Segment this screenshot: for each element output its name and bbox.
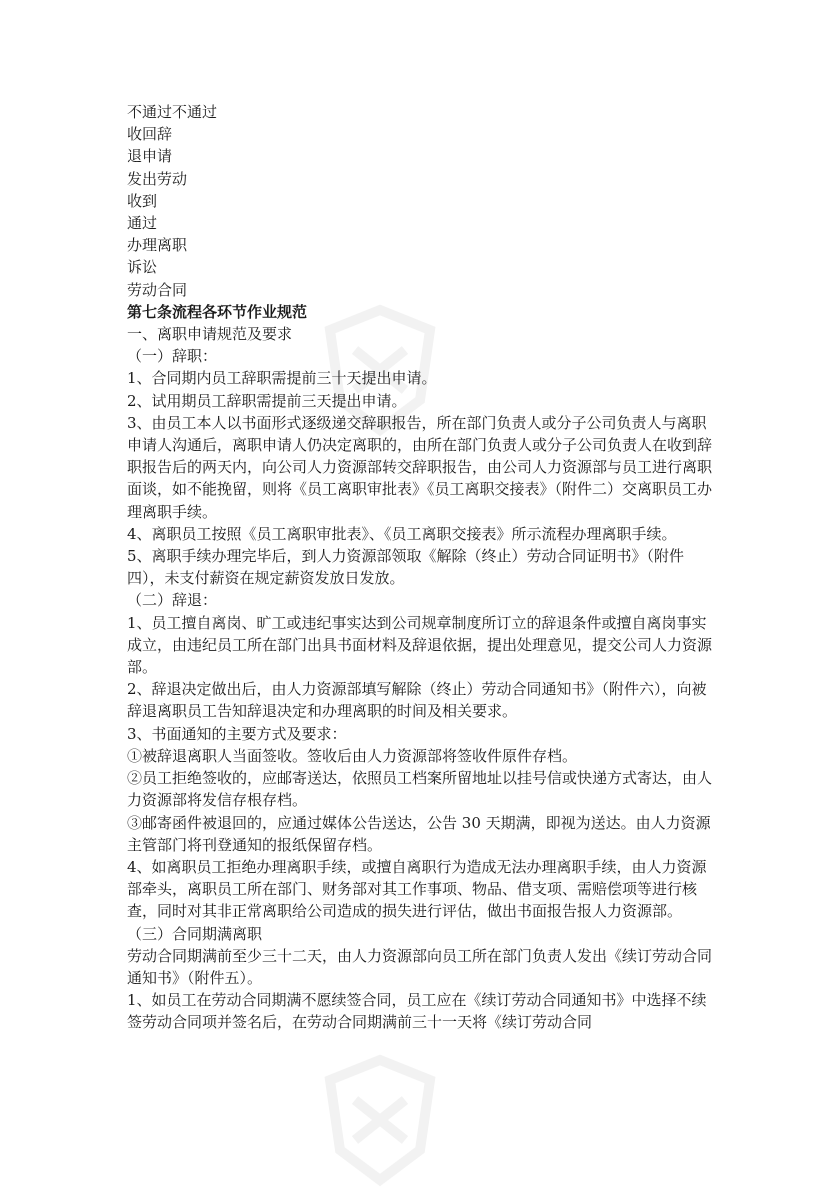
paragraph: 2、试用期员工辞职需提前三天提出申请。: [127, 391, 407, 410]
flow-label: 收到: [127, 191, 158, 210]
flow-label: 通过: [127, 214, 158, 233]
flow-label: 退申请: [127, 147, 173, 166]
document-body: [127, 101, 713, 1034]
subheading: （二）辞退：: [127, 591, 218, 610]
paragraph: 4、离职员工按照《员工离职审批表》、《员工离职交接表》所示流程办理离职手续。: [127, 524, 677, 543]
paragraph: ②员工拒绝签收的，应邮寄送达，依照员工档案所留地址以挂号信或快递方式寄达，由人力资源部将发信存根存档。: [127, 769, 713, 810]
flow-label: 不通过不通过: [127, 103, 218, 121]
heading: 一、离职申请规范及要求: [127, 325, 293, 344]
flow-label: 收回辞: [127, 125, 173, 144]
subheading: （三）合同期满离职: [127, 924, 263, 943]
paragraph: 4、如离职员工拒绝办理离职手续，或擅自离职行为造成无法办理离职手续，由人力资源部牵头，离职员工所在部门、财务部对其工作事项、物品、借支项、需赔偿项等进行核查，同时对其非正常离职给公司造成的损失进行评估，做出书面报告报人力资源部。: [127, 857, 707, 921]
paragraph: ③邮寄函件被退回的，应通过媒体公告送达，公告 30 天期满，即视为送达。由人力资源主管部门将刊登通知的报纸保留存档。: [127, 813, 711, 854]
paragraph: 3、由员工本人以书面形式逐级递交辞职报告，所在部门负责人或分子公司负责人与离职申请人沟通后，离职申请人仍决定离职的，由所在部门负责人或分子公司负责人在收到辞职报告后的两天内，向公司人力资源部转交辞职报告，由公司人力资源部与员工进行离职面谈，如不能挽留，则将《员工离职审批表》《员工离职交接表》（附件二）交离职员工办理离职手续。: [127, 413, 713, 521]
paragraph: 3、书面通知的主要方式及要求：: [127, 724, 347, 743]
paragraph: ①被辞退离职人当面签收。签收后由人力资源部将签收件原件存档。: [127, 746, 578, 765]
paragraph: 劳动合同期满前至少三十二天，由人力资源部向员工所在部门负责人发出《续订劳动合同通知书》（附件五）。: [127, 946, 713, 987]
paragraph: 2、辞退决定做出后，由人力资源部填写解除（终止）劳动合同通知书》（附件六），向被辞退离职员工告知辞退决定和办理离职的时间及相关要求。: [127, 680, 707, 721]
flow-label: 发出劳动: [127, 169, 188, 188]
paragraph: 1、合同期内员工辞职需提前三十天提出申请。: [127, 369, 437, 388]
paragraph: 5、离职手续办理完毕后，到人力资源部领取《解除（终止）劳动合同证明书》（附件四），未支付薪资在规定薪资发放日发放。: [127, 547, 685, 588]
paragraph: 1、如员工在劳动合同期满不愿续签合同，员工应在《续订劳动合同通知书》中选择不续签劳动合同项并签名后，在劳动合同期满前三十一天将《续订劳动合同: [127, 991, 707, 1032]
flow-label: 办理离职: [127, 236, 188, 255]
flow-label: 劳动合同: [127, 280, 188, 299]
paragraph: 1、员工擅自离岗、旷工或违纪事实达到公司规章制度所订立的辞退条件或擅自离岗事实成立，由违纪员工所在部门出具书面材料及辞退依据，提出处理意见，提交公司人力资源部。: [127, 613, 713, 677]
watermark-icon: [300, 1040, 460, 1200]
flow-label: 诉讼: [127, 258, 158, 277]
subheading: （一）辞职：: [127, 347, 218, 366]
section-title: 第七条流程各环节作业规范: [127, 302, 308, 321]
